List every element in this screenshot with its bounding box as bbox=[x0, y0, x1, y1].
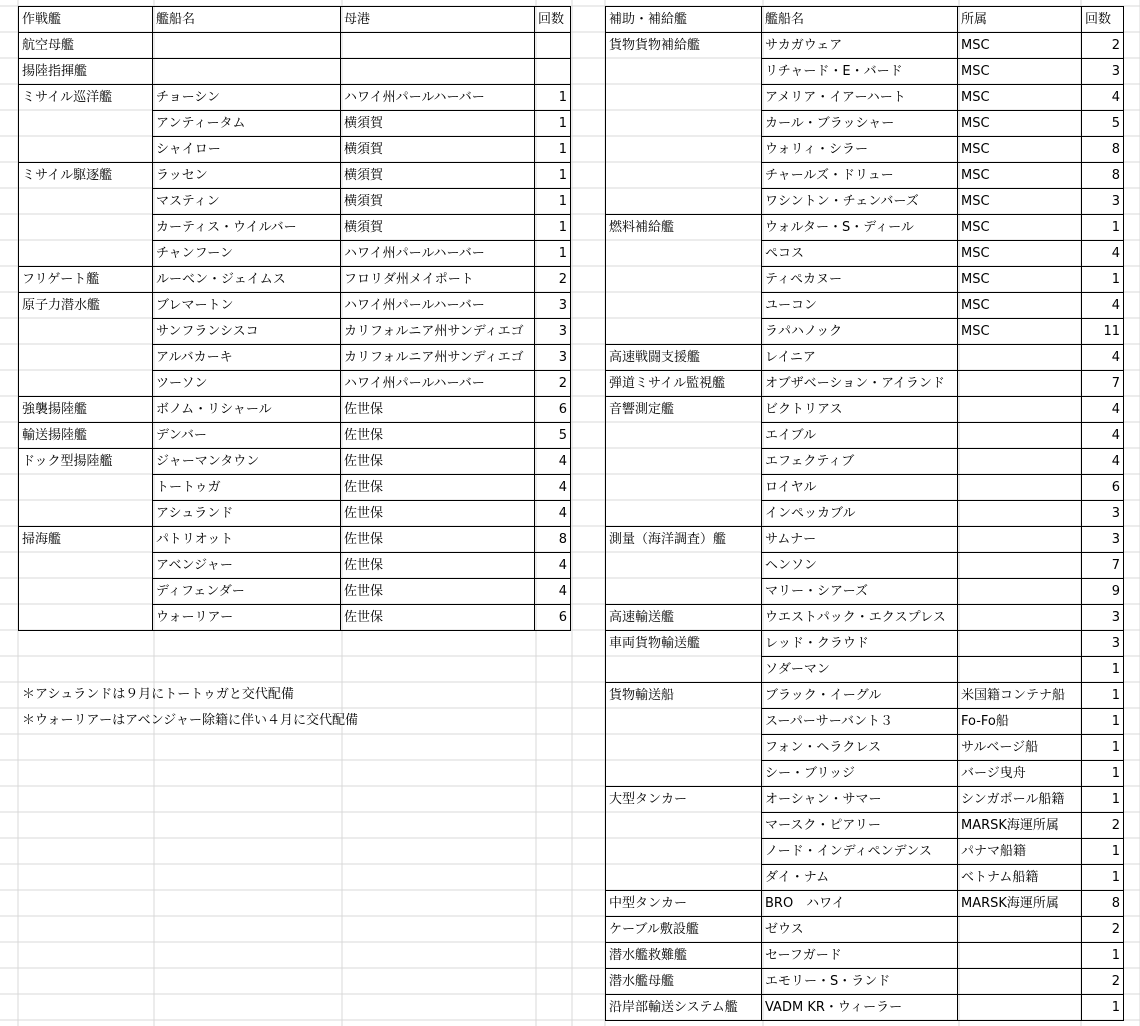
count-cell[interactable]: 3 bbox=[535, 319, 571, 345]
assignment-cell[interactable]: MSC bbox=[958, 267, 1082, 293]
ship-name-cell[interactable]: ジャーマンタウン bbox=[153, 449, 341, 475]
assignment-cell[interactable]: バージ曳舟 bbox=[958, 761, 1082, 787]
ship-name-cell[interactable]: チャールズ・ドリュー bbox=[762, 163, 958, 189]
ship-name-cell[interactable]: VADM KR・ウィーラー bbox=[762, 995, 958, 1021]
ship-name-cell[interactable]: サムナー bbox=[762, 527, 958, 553]
ship-name-cell[interactable]: ノード・インディペンデンス bbox=[762, 839, 958, 865]
table-row bbox=[19, 293, 571, 319]
category-cell[interactable]: 車両貨物輸送艦 bbox=[606, 631, 762, 683]
count-cell[interactable]: 2 bbox=[1082, 969, 1124, 995]
count-cell[interactable]: 6 bbox=[535, 605, 571, 631]
count-cell[interactable]: 4 bbox=[1082, 293, 1124, 319]
ship-name-cell[interactable]: ペコス bbox=[762, 241, 958, 267]
table-row bbox=[19, 163, 571, 189]
category-cell[interactable]: 燃料補給艦 bbox=[606, 215, 762, 345]
ship-name-cell[interactable]: オーシャン・サマー bbox=[762, 787, 958, 813]
count-cell[interactable]: 7 bbox=[1082, 553, 1124, 579]
assignment-cell[interactable]: 佐世保 bbox=[341, 579, 535, 605]
table-row bbox=[19, 59, 571, 85]
count-cell[interactable]: 1 bbox=[1082, 839, 1124, 865]
table-row bbox=[606, 995, 1124, 1021]
count-cell[interactable]: 1 bbox=[1082, 761, 1124, 787]
table-row bbox=[606, 527, 1124, 553]
ship-name-cell[interactable]: マリー・シアーズ bbox=[762, 579, 958, 605]
assignment-cell[interactable]: 横須賀 bbox=[341, 215, 535, 241]
count-cell[interactable]: 2 bbox=[1082, 33, 1124, 59]
ship-name-cell[interactable]: アベンジャー bbox=[153, 553, 341, 579]
count-cell[interactable]: 4 bbox=[1082, 345, 1124, 371]
count-cell[interactable]: 4 bbox=[1082, 449, 1124, 475]
assignment-cell[interactable] bbox=[341, 59, 535, 85]
count-cell[interactable]: 1 bbox=[1082, 865, 1124, 891]
category-cell[interactable]: 音響測定艦 bbox=[606, 397, 762, 527]
count-cell[interactable]: 3 bbox=[1082, 189, 1124, 215]
ship-name-cell[interactable]: ワシントン・チェンバーズ bbox=[762, 189, 958, 215]
category-cell[interactable]: 高速戦闘支援艦 bbox=[606, 345, 762, 371]
assignment-cell[interactable] bbox=[341, 33, 535, 59]
table-row bbox=[606, 943, 1124, 969]
count-cell[interactable]: 2 bbox=[535, 371, 571, 397]
ship-name-cell[interactable]: ヘンソン bbox=[762, 553, 958, 579]
ship-name-cell[interactable]: ブレマートン bbox=[153, 293, 341, 319]
category-cell[interactable]: フリゲート艦 bbox=[19, 267, 153, 293]
ship-name-cell[interactable]: チョーシン bbox=[153, 85, 341, 111]
note-warrior[interactable]: ＊ウォーリアーはアベンジャー除籍に伴い４月に交代配備 bbox=[22, 713, 358, 728]
table-row bbox=[606, 605, 1124, 631]
count-cell[interactable]: 4 bbox=[1082, 241, 1124, 267]
count-cell[interactable]: 8 bbox=[535, 527, 571, 553]
count-cell[interactable]: 4 bbox=[535, 501, 571, 527]
category-cell[interactable]: 中型タンカー bbox=[606, 891, 762, 917]
ship-name-cell[interactable]: シャイロー bbox=[153, 137, 341, 163]
ship-name-cell[interactable]: レッド・クラウド bbox=[762, 631, 958, 657]
table-row bbox=[19, 85, 571, 111]
assignment-cell[interactable]: 佐世保 bbox=[341, 449, 535, 475]
assignment-cell[interactable]: カリフォルニア州サンディエゴ bbox=[341, 319, 535, 345]
assignment-cell[interactable]: ハワイ州パールハーバー bbox=[341, 85, 535, 111]
category-cell[interactable]: 輸送揚陸艦 bbox=[19, 423, 153, 449]
count-cell[interactable]: 2 bbox=[535, 267, 571, 293]
count-cell[interactable]: 1 bbox=[1082, 709, 1124, 735]
table-row bbox=[606, 631, 1124, 657]
assignment-cell[interactable]: 佐世保 bbox=[341, 605, 535, 631]
ship-name-cell[interactable]: スーパーサーバント３ bbox=[762, 709, 958, 735]
ship-name-cell[interactable]: アシュランド bbox=[153, 501, 341, 527]
count-cell[interactable]: 8 bbox=[1082, 137, 1124, 163]
ship-name-cell[interactable]: エイブル bbox=[762, 423, 958, 449]
ship-name-cell[interactable]: サンフランシスコ bbox=[153, 319, 341, 345]
assignment-cell[interactable] bbox=[958, 475, 1082, 501]
support-ships-table bbox=[605, 6, 1124, 1021]
assignment-cell[interactable]: MSC bbox=[958, 319, 1082, 345]
count-cell[interactable]: 9 bbox=[1082, 579, 1124, 605]
assignment-cell[interactable]: ハワイ州パールハーバー bbox=[341, 293, 535, 319]
assignment-cell[interactable]: 佐世保 bbox=[341, 553, 535, 579]
category-cell[interactable]: 航空母艦 bbox=[19, 33, 153, 59]
ship-name-cell[interactable]: ダイ・ナム bbox=[762, 865, 958, 891]
assignment-cell[interactable]: ベトナム船籍 bbox=[958, 865, 1082, 891]
category-cell[interactable]: ミサイル駆逐艦 bbox=[19, 163, 153, 267]
ship-name-cell[interactable]: ルーベン・ジェイムス bbox=[153, 267, 341, 293]
assignment-cell[interactable]: MSC bbox=[958, 137, 1082, 163]
assignment-cell[interactable]: MARSK海運所属 bbox=[958, 813, 1082, 839]
table-row bbox=[19, 449, 571, 475]
category-cell[interactable]: 掃海艦 bbox=[19, 527, 153, 631]
assignment-cell[interactable]: 佐世保 bbox=[341, 475, 535, 501]
count-cell[interactable]: 3 bbox=[1082, 59, 1124, 85]
category-cell[interactable]: 大型タンカー bbox=[606, 787, 762, 891]
ship-name-cell[interactable]: ロイヤル bbox=[762, 475, 958, 501]
ship-name-cell[interactable]: アンティータム bbox=[153, 111, 341, 137]
ship-name-cell[interactable]: パトリオット bbox=[153, 527, 341, 553]
ship-name-cell[interactable]: カーティス・ウイルバー bbox=[153, 215, 341, 241]
ship-name-cell[interactable]: ウォリィ・シラー bbox=[762, 137, 958, 163]
ship-name-cell[interactable]: シー・ブリッジ bbox=[762, 761, 958, 787]
assignment-cell[interactable]: ハワイ州パールハーバー bbox=[341, 371, 535, 397]
count-cell[interactable]: 3 bbox=[1082, 631, 1124, 657]
assignment-cell[interactable]: シンガポール船籍 bbox=[958, 787, 1082, 813]
category-cell[interactable]: 沿岸部輸送システム艦 bbox=[606, 995, 762, 1021]
count-cell[interactable]: 1 bbox=[535, 163, 571, 189]
assignment-cell[interactable] bbox=[958, 631, 1082, 657]
count-cell[interactable]: 1 bbox=[535, 137, 571, 163]
assignment-cell[interactable]: フロリダ州メイポート bbox=[341, 267, 535, 293]
assignment-cell[interactable] bbox=[958, 345, 1082, 371]
ship-name-cell[interactable]: ラパハノック bbox=[762, 319, 958, 345]
count-cell[interactable]: 1 bbox=[535, 111, 571, 137]
table-row bbox=[606, 891, 1124, 917]
count-cell[interactable]: 8 bbox=[1082, 163, 1124, 189]
ship-name-cell[interactable]: ウォーリアー bbox=[153, 605, 341, 631]
count-cell[interactable]: 4 bbox=[1082, 397, 1124, 423]
assignment-cell[interactable]: 米国籍コンテナ船 bbox=[958, 683, 1082, 709]
category-cell[interactable]: 強襲揚陸艦 bbox=[19, 397, 153, 423]
count-cell[interactable]: 4 bbox=[1082, 423, 1124, 449]
ship-name-cell[interactable]: カール・ブラッシャー bbox=[762, 111, 958, 137]
ship-name-cell[interactable]: ティペカヌー bbox=[762, 267, 958, 293]
ship-name-cell[interactable]: ラッセン bbox=[153, 163, 341, 189]
category-cell[interactable]: 潜水艦母艦 bbox=[606, 969, 762, 995]
ship-name-cell[interactable]: サカガウェア bbox=[762, 33, 958, 59]
count-cell[interactable]: 3 bbox=[1082, 605, 1124, 631]
table-row bbox=[606, 345, 1124, 371]
count-cell[interactable]: 1 bbox=[535, 85, 571, 111]
column-header[interactable]: 回数 bbox=[1082, 7, 1124, 33]
count-cell[interactable]: 5 bbox=[1082, 111, 1124, 137]
count-cell[interactable]: 7 bbox=[1082, 371, 1124, 397]
assignment-cell[interactable]: パナマ船籍 bbox=[958, 839, 1082, 865]
ship-name-cell[interactable]: エモリー・S・ランド bbox=[762, 969, 958, 995]
ship-name-cell[interactable]: マースク・ピアリー bbox=[762, 813, 958, 839]
ship-name-cell[interactable]: ビクトリアス bbox=[762, 397, 958, 423]
ship-name-cell[interactable]: ウエストパック・エクスプレス bbox=[762, 605, 958, 631]
ship-name-cell[interactable]: ディフェンダー bbox=[153, 579, 341, 605]
assignment-cell[interactable]: 横須賀 bbox=[341, 189, 535, 215]
column-header[interactable]: 艦船名 bbox=[153, 7, 341, 33]
assignment-cell[interactable]: 佐世保 bbox=[341, 397, 535, 423]
assignment-cell[interactable] bbox=[958, 657, 1082, 683]
ship-name-cell[interactable]: レイニア bbox=[762, 345, 958, 371]
category-cell[interactable]: 揚陸指揮艦 bbox=[19, 59, 153, 85]
assignment-cell[interactable]: MSC bbox=[958, 215, 1082, 241]
category-cell[interactable]: 弾道ミサイル監視艦 bbox=[606, 371, 762, 397]
table-row bbox=[19, 33, 571, 59]
header-row bbox=[606, 7, 1124, 33]
table-row bbox=[19, 423, 571, 449]
count-cell[interactable]: 1 bbox=[1082, 683, 1124, 709]
ship-name-cell[interactable]: フォン・ヘラクレス bbox=[762, 735, 958, 761]
count-cell[interactable]: 3 bbox=[535, 293, 571, 319]
count-cell[interactable]: 3 bbox=[1082, 527, 1124, 553]
count-cell[interactable]: 4 bbox=[535, 449, 571, 475]
count-cell[interactable]: 2 bbox=[1082, 813, 1124, 839]
table-row bbox=[606, 917, 1124, 943]
ship-name-cell[interactable]: セーフガード bbox=[762, 943, 958, 969]
count-cell[interactable]: 1 bbox=[1082, 787, 1124, 813]
count-cell[interactable]: 1 bbox=[535, 189, 571, 215]
ship-name-cell[interactable]: オブザベーション・アイランド bbox=[762, 371, 958, 397]
count-cell[interactable]: 4 bbox=[535, 475, 571, 501]
ship-name-cell[interactable] bbox=[153, 59, 341, 85]
assignment-cell[interactable]: 横須賀 bbox=[341, 163, 535, 189]
count-cell[interactable]: 1 bbox=[1082, 215, 1124, 241]
ship-name-cell[interactable]: アルバカーキ bbox=[153, 345, 341, 371]
table-row bbox=[19, 527, 571, 553]
column-header[interactable]: 母港 bbox=[341, 7, 535, 33]
ship-name-cell[interactable]: インペッカブル bbox=[762, 501, 958, 527]
assignment-cell[interactable]: 佐世保 bbox=[341, 527, 535, 553]
column-header[interactable]: 艦船名 bbox=[762, 7, 958, 33]
operational-ships-table bbox=[18, 6, 571, 631]
ship-name-cell[interactable]: ツーソン bbox=[153, 371, 341, 397]
ship-name-cell[interactable]: ブラック・イーグル bbox=[762, 683, 958, 709]
table-row bbox=[606, 215, 1124, 241]
ship-name-cell[interactable]: BRO ハワイ bbox=[762, 891, 958, 917]
count-cell[interactable]: 6 bbox=[1082, 475, 1124, 501]
ship-name-cell[interactable] bbox=[153, 33, 341, 59]
category-cell[interactable]: 潜水艦救難艦 bbox=[606, 943, 762, 969]
assignment-cell[interactable]: カリフォルニア州サンディエゴ bbox=[341, 345, 535, 371]
count-cell[interactable]: 11 bbox=[1082, 319, 1124, 345]
note-ashland[interactable]: ＊アシュランドは９月にトートゥガと交代配備 bbox=[22, 687, 294, 702]
category-cell[interactable]: ミサイル巡洋艦 bbox=[19, 85, 153, 163]
assignment-cell[interactable] bbox=[958, 943, 1082, 969]
assignment-cell[interactable] bbox=[958, 553, 1082, 579]
table-row bbox=[19, 267, 571, 293]
count-cell[interactable] bbox=[535, 59, 571, 85]
count-cell[interactable]: 4 bbox=[1082, 85, 1124, 111]
table-row bbox=[606, 33, 1124, 59]
category-cell[interactable]: 貨物輸送船 bbox=[606, 683, 762, 787]
assignment-cell[interactable]: MSC bbox=[958, 33, 1082, 59]
assignment-cell[interactable]: 横須賀 bbox=[341, 137, 535, 163]
assignment-cell[interactable] bbox=[958, 995, 1082, 1021]
count-cell[interactable]: 8 bbox=[1082, 891, 1124, 917]
assignment-cell[interactable]: MSC bbox=[958, 111, 1082, 137]
count-cell[interactable]: 1 bbox=[1082, 943, 1124, 969]
ship-name-cell[interactable]: ウォルター・S・ディール bbox=[762, 215, 958, 241]
header-row bbox=[19, 7, 571, 33]
count-cell[interactable]: 1 bbox=[1082, 735, 1124, 761]
column-header[interactable]: 所属 bbox=[958, 7, 1082, 33]
ship-name-cell[interactable]: アメリア・イアーハート bbox=[762, 85, 958, 111]
assignment-cell[interactable] bbox=[958, 605, 1082, 631]
category-cell[interactable]: 原子力潜水艦 bbox=[19, 293, 153, 397]
assignment-cell[interactable]: ハワイ州パールハーバー bbox=[341, 241, 535, 267]
ship-name-cell[interactable]: ソダーマン bbox=[762, 657, 958, 683]
table-row bbox=[606, 683, 1124, 709]
assignment-cell[interactable] bbox=[958, 527, 1082, 553]
table-row bbox=[19, 397, 571, 423]
assignment-cell[interactable] bbox=[958, 969, 1082, 995]
table-row bbox=[606, 397, 1124, 423]
ship-name-cell[interactable]: ボノム・リシャール bbox=[153, 397, 341, 423]
assignment-cell[interactable]: MSC bbox=[958, 241, 1082, 267]
assignment-cell[interactable]: MSC bbox=[958, 59, 1082, 85]
column-header[interactable]: 補助・補給艦 bbox=[606, 7, 762, 33]
assignment-cell[interactable]: MSC bbox=[958, 189, 1082, 215]
category-cell[interactable]: ケーブル敷設艦 bbox=[606, 917, 762, 943]
assignment-cell[interactable] bbox=[958, 371, 1082, 397]
assignment-cell[interactable]: サルベージ船 bbox=[958, 735, 1082, 761]
table-row bbox=[606, 371, 1124, 397]
count-cell[interactable]: 4 bbox=[535, 579, 571, 605]
assignment-cell[interactable] bbox=[958, 917, 1082, 943]
count-cell[interactable]: 6 bbox=[535, 397, 571, 423]
table-row bbox=[606, 969, 1124, 995]
assignment-cell[interactable] bbox=[958, 397, 1082, 423]
assignment-cell[interactable] bbox=[958, 449, 1082, 475]
count-cell[interactable]: 3 bbox=[535, 345, 571, 371]
assignment-cell[interactable] bbox=[958, 501, 1082, 527]
category-cell[interactable]: ドック型揚陸艦 bbox=[19, 449, 153, 527]
ship-name-cell[interactable]: ユーコン bbox=[762, 293, 958, 319]
count-cell[interactable]: 3 bbox=[1082, 501, 1124, 527]
ship-name-cell[interactable]: デンバー bbox=[153, 423, 341, 449]
assignment-cell[interactable]: MSC bbox=[958, 163, 1082, 189]
assignment-cell[interactable]: MSC bbox=[958, 293, 1082, 319]
column-header[interactable]: 作戦艦 bbox=[19, 7, 153, 33]
count-cell[interactable]: 1 bbox=[1082, 657, 1124, 683]
ship-name-cell[interactable]: エフェクティブ bbox=[762, 449, 958, 475]
ship-name-cell[interactable]: マスティン bbox=[153, 189, 341, 215]
assignment-cell[interactable] bbox=[958, 423, 1082, 449]
ship-name-cell[interactable]: リチャード・E・バード bbox=[762, 59, 958, 85]
count-cell[interactable]: 1 bbox=[1082, 267, 1124, 293]
count-cell[interactable] bbox=[535, 33, 571, 59]
count-cell[interactable]: 1 bbox=[535, 241, 571, 267]
assignment-cell[interactable] bbox=[958, 579, 1082, 605]
assignment-cell[interactable]: 佐世保 bbox=[341, 501, 535, 527]
category-cell[interactable]: 貨物貨物補給艦 bbox=[606, 33, 762, 215]
assignment-cell[interactable]: 横須賀 bbox=[341, 111, 535, 137]
column-header[interactable]: 回数 bbox=[535, 7, 571, 33]
category-cell[interactable]: 高速輸送艦 bbox=[606, 605, 762, 631]
ship-name-cell[interactable]: トートゥガ bbox=[153, 475, 341, 501]
category-cell[interactable]: 測量（海洋調査）艦 bbox=[606, 527, 762, 605]
count-cell[interactable]: 2 bbox=[1082, 917, 1124, 943]
assignment-cell[interactable]: Fo-Fo船 bbox=[958, 709, 1082, 735]
assignment-cell[interactable]: MSC bbox=[958, 85, 1082, 111]
count-cell[interactable]: 4 bbox=[535, 553, 571, 579]
assignment-cell[interactable]: 佐世保 bbox=[341, 423, 535, 449]
count-cell[interactable]: 1 bbox=[535, 215, 571, 241]
assignment-cell[interactable]: MARSK海運所属 bbox=[958, 891, 1082, 917]
ship-name-cell[interactable]: チャンフーン bbox=[153, 241, 341, 267]
table-row bbox=[606, 787, 1124, 813]
count-cell[interactable]: 1 bbox=[1082, 995, 1124, 1021]
notes bbox=[22, 682, 358, 734]
ship-name-cell[interactable]: ゼウス bbox=[762, 917, 958, 943]
count-cell[interactable]: 5 bbox=[535, 423, 571, 449]
